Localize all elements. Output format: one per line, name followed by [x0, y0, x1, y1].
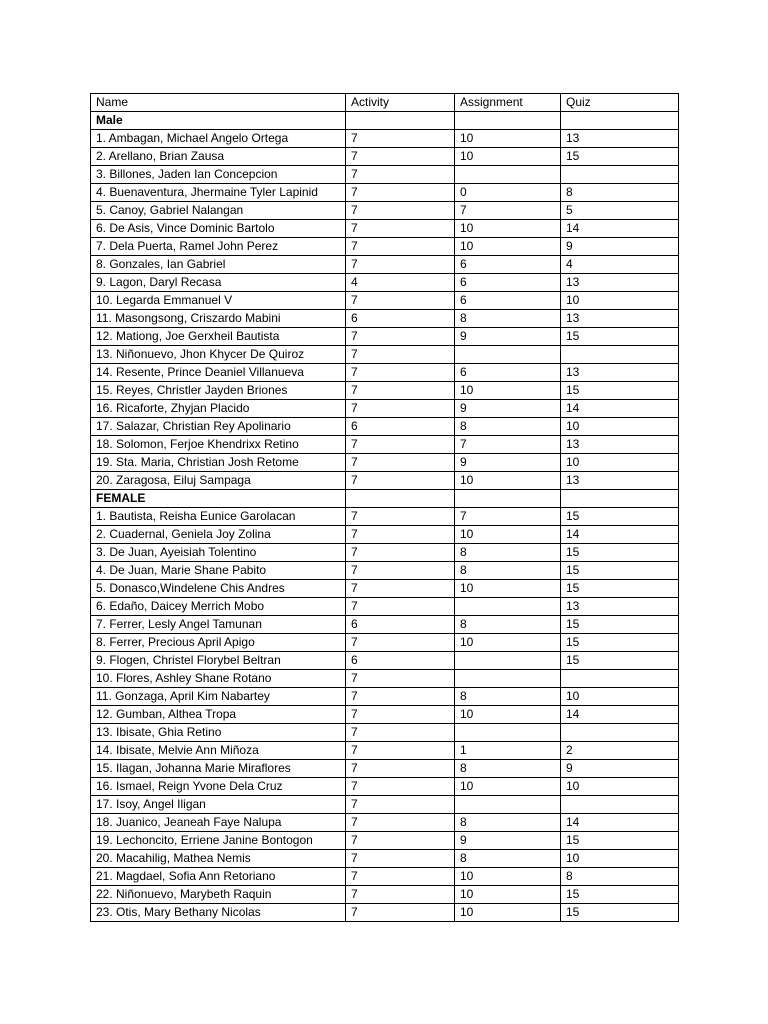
grades-table: [90, 93, 679, 922]
cell-activity: 7: [346, 832, 455, 850]
cell-name: 8. Gonzales, Ian Gabriel: [91, 256, 346, 274]
cell-activity: 7: [346, 292, 455, 310]
cell-activity: 7: [346, 544, 455, 562]
cell-name: 1. Ambagan, Michael Angelo Ortega: [91, 130, 346, 148]
cell-assignment: 8: [455, 562, 561, 580]
student-row: [91, 364, 679, 382]
student-row: [91, 472, 679, 490]
cell-assignment: 7: [455, 202, 561, 220]
cell-name: 14. Ibisate, Melvie Ann Miñoza: [91, 742, 346, 760]
cell-name: 17. Isoy, Angel Iligan: [91, 796, 346, 814]
cell-activity: 7: [346, 598, 455, 616]
student-row: [91, 688, 679, 706]
cell-name: 6. Edaño, Daicey Merrich Mobo: [91, 598, 346, 616]
cell-activity: 7: [346, 760, 455, 778]
student-row: [91, 436, 679, 454]
section-label: FEMALE: [91, 490, 346, 508]
student-row: [91, 238, 679, 256]
cell-quiz: [561, 724, 679, 742]
student-row: [91, 850, 679, 868]
cell-quiz: 14: [561, 706, 679, 724]
cell-name: 13. Ibisate, Ghia Retino: [91, 724, 346, 742]
cell-activity: 7: [346, 454, 455, 472]
cell-name: 18. Solomon, Ferjoe Khendrixx Retino: [91, 436, 346, 454]
cell-assignment: 10: [455, 904, 561, 922]
student-row: [91, 166, 679, 184]
cell-activity: 6: [346, 310, 455, 328]
cell-activity: 7: [346, 778, 455, 796]
cell-assignment: 10: [455, 886, 561, 904]
cell-name: 20. Zaragosa, Eiluj Sampaga: [91, 472, 346, 490]
cell-activity: 6: [346, 418, 455, 436]
cell-activity: 7: [346, 238, 455, 256]
cell-name: 19. Sta. Maria, Christian Josh Retome: [91, 454, 346, 472]
section-row: [91, 490, 679, 508]
cell-assignment: 10: [455, 220, 561, 238]
cell-assignment: 9: [455, 400, 561, 418]
cell-quiz: 13: [561, 130, 679, 148]
student-row: [91, 454, 679, 472]
cell-name: 9. Flogen, Christel Florybel Beltran: [91, 652, 346, 670]
cell-name: 9. Lagon, Daryl Recasa: [91, 274, 346, 292]
empty-cell: [346, 490, 455, 508]
cell-quiz: 10: [561, 454, 679, 472]
student-row: [91, 544, 679, 562]
cell-name: 2. Cuadernal, Geniela Joy Zolina: [91, 526, 346, 544]
student-row: [91, 184, 679, 202]
student-row: [91, 724, 679, 742]
student-row: [91, 778, 679, 796]
cell-activity: 7: [346, 724, 455, 742]
cell-assignment: 1: [455, 742, 561, 760]
cell-activity: 6: [346, 616, 455, 634]
cell-quiz: 10: [561, 292, 679, 310]
student-row: [91, 760, 679, 778]
student-row: [91, 274, 679, 292]
cell-quiz: 8: [561, 868, 679, 886]
student-row: [91, 598, 679, 616]
cell-name: 19. Lechoncito, Erriene Janine Bontogon: [91, 832, 346, 850]
cell-name: 16. Ricaforte, Zhyjan Placido: [91, 400, 346, 418]
cell-quiz: 15: [561, 832, 679, 850]
cell-name: 11. Masongsong, Criszardo Mabini: [91, 310, 346, 328]
student-row: [91, 652, 679, 670]
header-name: Name: [91, 94, 346, 112]
student-row: [91, 346, 679, 364]
cell-quiz: 13: [561, 472, 679, 490]
student-row: [91, 292, 679, 310]
cell-name: 20. Macahilig, Mathea Nemis: [91, 850, 346, 868]
cell-name: 22. Niñonuevo, Marybeth Raquin: [91, 886, 346, 904]
student-row: [91, 634, 679, 652]
cell-name: 11. Gonzaga, April Kim Nabartey: [91, 688, 346, 706]
document-page: [90, 93, 679, 922]
empty-cell: [455, 112, 561, 130]
cell-quiz: [561, 166, 679, 184]
cell-assignment: 8: [455, 850, 561, 868]
cell-activity: 7: [346, 400, 455, 418]
student-row: [91, 256, 679, 274]
cell-assignment: [455, 166, 561, 184]
cell-quiz: 14: [561, 526, 679, 544]
cell-name: 7. Ferrer, Lesly Angel Tamunan: [91, 616, 346, 634]
cell-assignment: 7: [455, 436, 561, 454]
cell-name: 18. Juanico, Jeaneah Faye Nalupa: [91, 814, 346, 832]
cell-assignment: [455, 724, 561, 742]
cell-name: 4. Buenaventura, Jhermaine Tyler Lapinid: [91, 184, 346, 202]
cell-quiz: 15: [561, 886, 679, 904]
cell-assignment: 8: [455, 616, 561, 634]
student-row: [91, 886, 679, 904]
cell-assignment: 0: [455, 184, 561, 202]
cell-activity: 7: [346, 886, 455, 904]
cell-quiz: 10: [561, 688, 679, 706]
cell-activity: 7: [346, 436, 455, 454]
student-row: [91, 904, 679, 922]
cell-quiz: 10: [561, 850, 679, 868]
cell-name: 3. De Juan, Ayeisiah Tolentino: [91, 544, 346, 562]
cell-assignment: 10: [455, 382, 561, 400]
cell-assignment: 6: [455, 256, 561, 274]
cell-name: 21. Magdael, Sofia Ann Retoriano: [91, 868, 346, 886]
cell-quiz: [561, 670, 679, 688]
cell-quiz: 15: [561, 382, 679, 400]
header-quiz: Quiz: [561, 94, 679, 112]
cell-quiz: 13: [561, 436, 679, 454]
cell-quiz: 2: [561, 742, 679, 760]
cell-name: 8. Ferrer, Precious April Apigo: [91, 634, 346, 652]
empty-cell: [346, 112, 455, 130]
cell-quiz: 10: [561, 778, 679, 796]
cell-name: 10. Flores, Ashley Shane Rotano: [91, 670, 346, 688]
cell-activity: 7: [346, 382, 455, 400]
cell-quiz: 4: [561, 256, 679, 274]
cell-name: 3. Billones, Jaden Ian Concepcion: [91, 166, 346, 184]
cell-activity: 7: [346, 688, 455, 706]
student-row: [91, 382, 679, 400]
cell-assignment: [455, 598, 561, 616]
student-row: [91, 328, 679, 346]
cell-activity: 7: [346, 346, 455, 364]
empty-cell: [455, 490, 561, 508]
section-row: [91, 112, 679, 130]
cell-assignment: 8: [455, 814, 561, 832]
cell-assignment: 6: [455, 274, 561, 292]
cell-quiz: 9: [561, 760, 679, 778]
cell-assignment: [455, 670, 561, 688]
cell-activity: 7: [346, 562, 455, 580]
cell-assignment: 7: [455, 508, 561, 526]
empty-cell: [561, 112, 679, 130]
student-row: [91, 670, 679, 688]
cell-assignment: 8: [455, 544, 561, 562]
student-row: [91, 742, 679, 760]
cell-name: 5. Donasco,Windelene Chis Andres: [91, 580, 346, 598]
student-row: [91, 220, 679, 238]
cell-quiz: 9: [561, 238, 679, 256]
cell-name: 17. Salazar, Christian Rey Apolinario: [91, 418, 346, 436]
cell-name: 16. Ismael, Reign Yvone Dela Cruz: [91, 778, 346, 796]
cell-activity: 7: [346, 868, 455, 886]
cell-assignment: [455, 346, 561, 364]
cell-assignment: 9: [455, 454, 561, 472]
cell-assignment: 10: [455, 634, 561, 652]
student-row: [91, 418, 679, 436]
cell-name: 5. Canoy, Gabriel Nalangan: [91, 202, 346, 220]
cell-activity: 7: [346, 634, 455, 652]
cell-quiz: 5: [561, 202, 679, 220]
cell-name: 14. Resente, Prince Deaniel Villanueva: [91, 364, 346, 382]
cell-quiz: 14: [561, 220, 679, 238]
cell-assignment: [455, 652, 561, 670]
cell-assignment: [455, 796, 561, 814]
cell-assignment: 10: [455, 706, 561, 724]
cell-activity: 6: [346, 652, 455, 670]
student-row: [91, 706, 679, 724]
cell-name: 13. Niñonuevo, Jhon Khycer De Quiroz: [91, 346, 346, 364]
student-row: [91, 310, 679, 328]
cell-assignment: 10: [455, 130, 561, 148]
cell-name: 15. Ilagan, Johanna Marie Miraflores: [91, 760, 346, 778]
cell-quiz: 14: [561, 814, 679, 832]
cell-name: 23. Otis, Mary Bethany Nicolas: [91, 904, 346, 922]
cell-assignment: 8: [455, 760, 561, 778]
student-row: [91, 130, 679, 148]
student-row: [91, 796, 679, 814]
cell-activity: 7: [346, 670, 455, 688]
cell-quiz: 13: [561, 364, 679, 382]
student-row: [91, 148, 679, 166]
cell-assignment: 6: [455, 364, 561, 382]
cell-quiz: 15: [561, 508, 679, 526]
cell-assignment: 8: [455, 310, 561, 328]
cell-activity: 7: [346, 706, 455, 724]
cell-activity: 7: [346, 904, 455, 922]
grades-table-body: [91, 94, 679, 922]
cell-activity: 7: [346, 202, 455, 220]
header-assignment: Assignment: [455, 94, 561, 112]
cell-name: 2. Arellano, Brian Zausa: [91, 148, 346, 166]
cell-activity: 7: [346, 220, 455, 238]
cell-activity: 7: [346, 256, 455, 274]
cell-activity: 7: [346, 508, 455, 526]
cell-assignment: 9: [455, 328, 561, 346]
cell-name: 12. Mationg, Joe Gerxheil Bautista: [91, 328, 346, 346]
student-row: [91, 526, 679, 544]
cell-quiz: 14: [561, 400, 679, 418]
cell-activity: 7: [346, 130, 455, 148]
cell-activity: 7: [346, 580, 455, 598]
cell-quiz: 15: [561, 544, 679, 562]
cell-activity: 7: [346, 796, 455, 814]
cell-assignment: 8: [455, 688, 561, 706]
cell-name: 4. De Juan, Marie Shane Pabito: [91, 562, 346, 580]
cell-activity: 7: [346, 814, 455, 832]
cell-quiz: 15: [561, 634, 679, 652]
student-row: [91, 562, 679, 580]
cell-name: 10. Legarda Emmanuel V: [91, 292, 346, 310]
cell-quiz: 15: [561, 148, 679, 166]
cell-name: 12. Gumban, Althea Tropa: [91, 706, 346, 724]
cell-activity: 7: [346, 328, 455, 346]
cell-activity: 7: [346, 148, 455, 166]
cell-name: 7. Dela Puerta, Ramel John Perez: [91, 238, 346, 256]
cell-quiz: 13: [561, 274, 679, 292]
cell-name: 6. De Asis, Vince Dominic Bartolo: [91, 220, 346, 238]
cell-quiz: 15: [561, 652, 679, 670]
cell-activity: 4: [346, 274, 455, 292]
cell-quiz: 15: [561, 904, 679, 922]
cell-quiz: [561, 346, 679, 364]
student-row: [91, 868, 679, 886]
cell-assignment: 9: [455, 832, 561, 850]
student-row: [91, 202, 679, 220]
cell-name: 15. Reyes, Christler Jayden Briones: [91, 382, 346, 400]
cell-activity: 7: [346, 472, 455, 490]
cell-assignment: 10: [455, 580, 561, 598]
cell-name: 1. Bautista, Reisha Eunice Garolacan: [91, 508, 346, 526]
cell-assignment: 10: [455, 526, 561, 544]
cell-quiz: 13: [561, 310, 679, 328]
empty-cell: [561, 490, 679, 508]
cell-quiz: 13: [561, 598, 679, 616]
cell-activity: 7: [346, 742, 455, 760]
cell-activity: 7: [346, 184, 455, 202]
cell-assignment: 6: [455, 292, 561, 310]
header-activity: Activity: [346, 94, 455, 112]
student-row: [91, 832, 679, 850]
cell-assignment: 10: [455, 472, 561, 490]
section-label: Male: [91, 112, 346, 130]
cell-activity: 7: [346, 364, 455, 382]
cell-quiz: [561, 796, 679, 814]
cell-assignment: 8: [455, 418, 561, 436]
student-row: [91, 814, 679, 832]
student-row: [91, 580, 679, 598]
cell-quiz: 8: [561, 184, 679, 202]
cell-assignment: 10: [455, 868, 561, 886]
cell-quiz: 15: [561, 328, 679, 346]
cell-activity: 7: [346, 850, 455, 868]
student-row: [91, 400, 679, 418]
cell-quiz: 10: [561, 418, 679, 436]
cell-assignment: 10: [455, 148, 561, 166]
student-row: [91, 616, 679, 634]
cell-activity: 7: [346, 526, 455, 544]
header-row: [91, 94, 679, 112]
cell-activity: 7: [346, 166, 455, 184]
cell-quiz: 15: [561, 616, 679, 634]
cell-quiz: 15: [561, 580, 679, 598]
cell-assignment: 10: [455, 778, 561, 796]
student-row: [91, 508, 679, 526]
cell-assignment: 10: [455, 238, 561, 256]
cell-quiz: 15: [561, 562, 679, 580]
